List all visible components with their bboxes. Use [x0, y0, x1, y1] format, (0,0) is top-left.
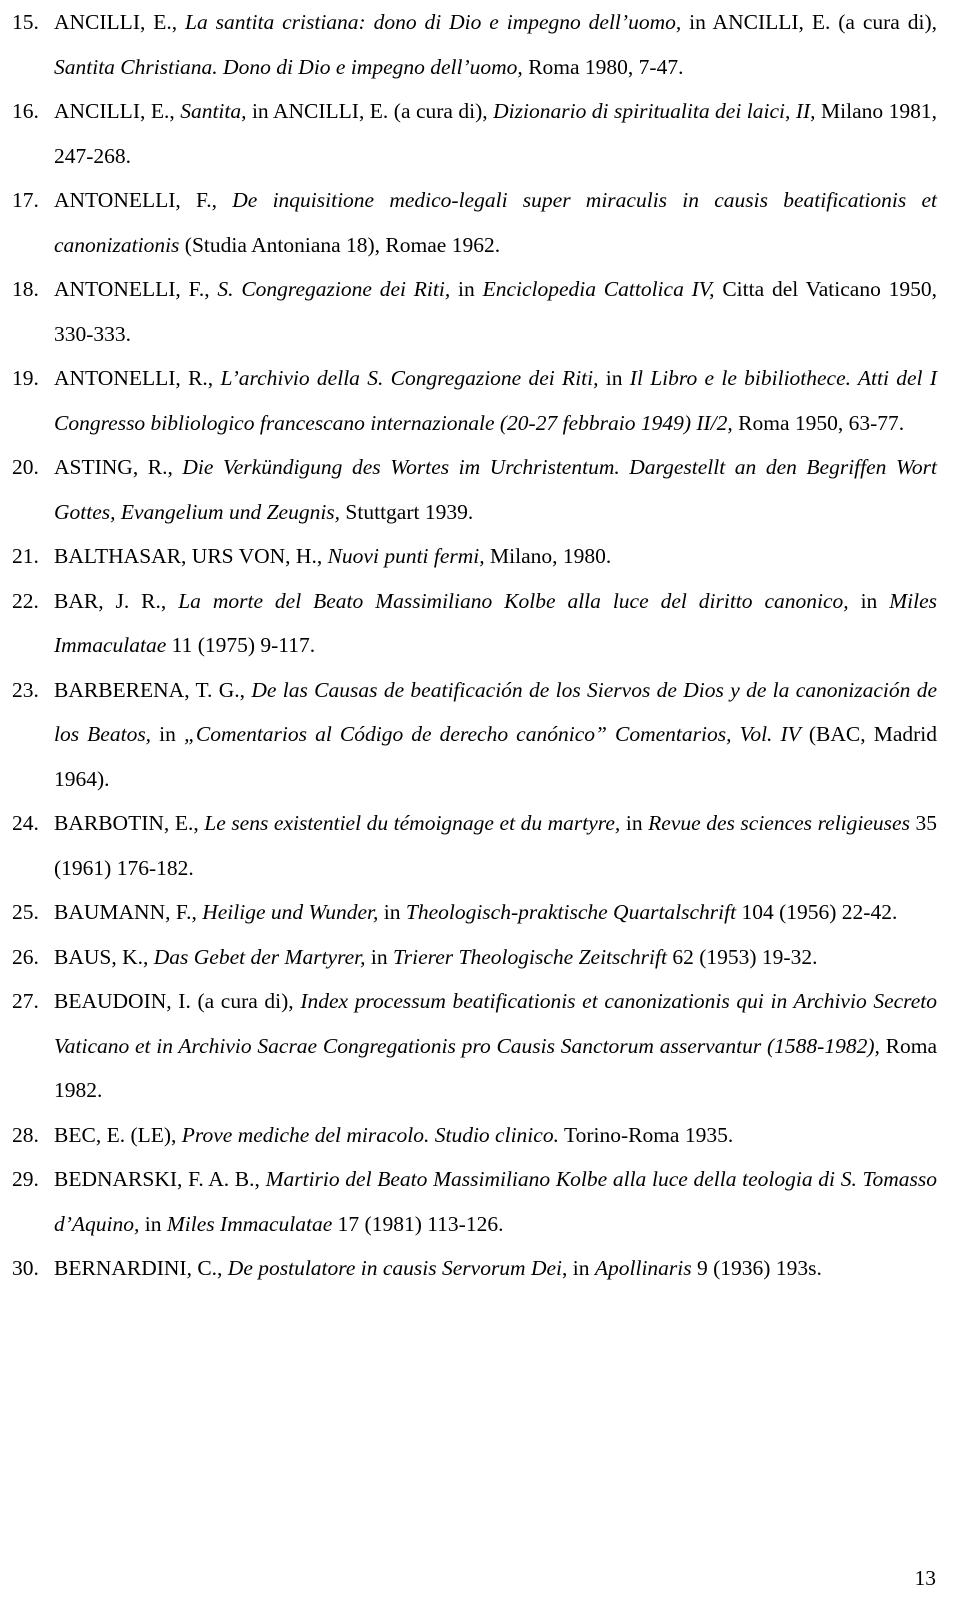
bibliography-entry	[12, 445, 937, 534]
entry-text: in	[365, 944, 394, 969]
entry-title-italic: Apollinaris	[594, 1256, 692, 1280]
entry-title-italic: Theologisch-praktische Quartalschrift	[405, 900, 737, 924]
entry-title-italic: La santita cristiana: dono di Dio e impegno dell’uomo,	[185, 10, 682, 34]
bibliography-entry	[12, 534, 937, 579]
entry-text: Torino-Roma 1935.	[558, 1122, 734, 1147]
entry-text: BARBERENA, T. G.,	[54, 677, 252, 702]
entry-title-italic: Nuovi punti fermi,	[327, 544, 485, 568]
entry-text: BEAUDOIN, I. (a cura di),	[54, 989, 301, 1013]
entry-number: 22.	[12, 588, 39, 613]
entry-number: 25.	[12, 900, 39, 924]
entry-text: Citta del Vaticano 1950, 330-333.	[54, 277, 938, 346]
bibliography-entry	[12, 668, 937, 802]
entry-number: 23.	[12, 677, 39, 702]
page-number: 13	[914, 1566, 936, 1590]
entry-text: in	[151, 722, 184, 746]
entry-title-italic: S. Congregazione dei Riti,	[217, 277, 451, 301]
entry-text: ANCILLI, E.,	[54, 99, 181, 123]
entry-title-italic: Dizionario di spiritualita dei laici, II,	[493, 99, 816, 123]
entry-text: Milano 1981, 247-268.	[54, 99, 937, 168]
entry-number: 18.	[12, 277, 39, 301]
entry-text: (BAC, Madrid 1964).	[54, 722, 937, 791]
entry-text: BAUS, K.,	[54, 944, 154, 969]
bibliography-entry	[12, 801, 937, 890]
entry-title-italic: Die Verkündigung des Wortes im Urchristentum. Dargestellt an den Begriffen Wort Gottes, Evangelium und Zeugnis,	[54, 455, 937, 524]
entry-number: 17.	[12, 188, 39, 212]
entry-text: Stuttgart 1939.	[340, 499, 474, 524]
bibliography-entry	[12, 1246, 937, 1291]
entry-title-italic: Il Libro e le bibiliothece. Atti del I Congresso bibliologico francescano internazionale (20-27 febbraio 1949) II/2,	[54, 366, 937, 435]
entry-text: in ANCILLI, E. (a cura di),	[681, 10, 937, 34]
entry-title-italic: „Comentarios al Código de derecho canónico” Comentarios, Vol. IV	[183, 722, 801, 746]
entry-number: 19.	[12, 366, 39, 390]
entry-title-italic: Martirio del Beato Massimiliano Kolbe alla luce della teologia di S. Tomasso d’Aquino,	[54, 1167, 937, 1236]
entry-text: in	[450, 277, 483, 301]
entry-number: 28.	[12, 1122, 39, 1147]
bibliography-entry	[12, 890, 937, 935]
entry-number: 20.	[12, 455, 39, 479]
bibliography-entry	[12, 267, 937, 356]
entry-title-italic: De postulatore in causis Servorum Dei	[227, 1256, 563, 1280]
entry-text: Roma 1950, 63-77.	[732, 410, 905, 435]
entry-text: ASTING, R.,	[54, 455, 183, 479]
entry-title-italic: Le sens existentiel du témoignage et du martyre,	[204, 811, 621, 835]
entry-number: 26.	[12, 944, 39, 969]
entry-text: , in	[562, 1256, 595, 1280]
entry-number: 29.	[12, 1167, 39, 1191]
entry-text: in	[848, 588, 890, 613]
bibliography-entry	[12, 178, 937, 267]
entry-text: 17 (1981) 113-126.	[332, 1211, 504, 1236]
entry-text: BARBOTIN, E.,	[54, 811, 205, 835]
entry-text: in ANCILLI, E. (a cura di),	[246, 99, 494, 123]
entry-text: BAR, J. R.,	[54, 588, 179, 613]
entry-title-italic: Miles Immaculatae	[54, 588, 937, 657]
entry-text: 35 (1961) 176-182.	[54, 811, 938, 880]
bibliography-list	[12, 0, 937, 1291]
entry-text: 104 (1956) 22-42.	[736, 900, 898, 924]
entry-number: 27.	[12, 989, 39, 1013]
entry-text: BERNARDINI, C.,	[54, 1256, 228, 1280]
entry-text: BEDNARSKI, F. A. B.,	[54, 1167, 266, 1191]
entry-text: ANTONELLI, F.,	[54, 277, 218, 301]
entry-title-italic: De inquisitione medico-legali super miraculis in causis beatificationis et canonizationis	[54, 188, 938, 257]
entry-text: Roma 1980, 7-47.	[522, 54, 684, 79]
entry-title-italic: Heilige und Wunder,	[202, 900, 379, 924]
bibliography-entry	[12, 89, 937, 178]
entry-text: Roma 1982.	[54, 1033, 937, 1102]
bibliography-entry	[12, 0, 937, 89]
entry-title-italic: Das Gebet der Martyrer,	[153, 944, 366, 969]
entry-text: BEC, E. (LE),	[54, 1122, 182, 1147]
entry-text: BAUMANN, F.,	[54, 900, 203, 924]
entry-title-italic: Trierer Theologische Zeitschrift	[393, 944, 667, 969]
entry-title-italic: Miles Immaculatae	[166, 1211, 333, 1236]
entry-title-italic: De las Causas de beatificación de los Siervos de Dios y de la canonización de los Beatos,	[54, 677, 937, 746]
bibliography-entry	[12, 979, 937, 1113]
entry-number: 30.	[12, 1256, 39, 1280]
entry-text: in	[598, 366, 630, 390]
entry-text: in	[378, 900, 406, 924]
entry-title-italic: L’archivio della S. Congregazione dei Riti,	[220, 366, 599, 390]
entry-text: in	[620, 811, 649, 835]
bibliography-entry	[12, 356, 937, 445]
entry-title-italic: Santita,	[180, 99, 247, 123]
entry-title-italic: Revue des sciences religieuses	[648, 811, 910, 835]
entry-title-italic: La morte del Beato Massimiliano Kolbe alla luce del diritto canonico,	[178, 588, 849, 613]
entry-title-italic: Enciclopedia Cattolica IV,	[482, 277, 715, 301]
entry-number: 15.	[12, 10, 39, 34]
entry-text: BALTHASAR, URS VON, H.,	[54, 544, 328, 568]
entry-text: ANTONELLI, F.,	[54, 188, 233, 212]
bibliography-entry	[12, 579, 937, 668]
entry-number: 21.	[12, 544, 39, 568]
entry-text: 9 (1936) 193s.	[691, 1256, 822, 1280]
entry-text: in	[139, 1211, 167, 1236]
bibliography-entry	[12, 1113, 937, 1158]
entry-number: 16.	[12, 99, 39, 123]
entry-text: ANCILLI, E.,	[54, 10, 186, 34]
entry-text: (Studia Antoniana 18), Romae 1962.	[179, 232, 501, 257]
entry-text: Milano, 1980.	[484, 544, 612, 568]
entry-text: ANTONELLI, R.,	[54, 366, 221, 390]
entry-title-italic: Prove mediche del miracolo. Studio clinico.	[181, 1122, 559, 1147]
entry-text: 62 (1953) 19-32.	[666, 944, 818, 969]
entry-text: 11 (1975) 9-117.	[166, 633, 316, 657]
entry-number: 24.	[12, 811, 39, 835]
entry-title-italic: Index processum beatificationis et canonizationis qui in Archivio Secreto Vaticano et in Archivio Sacrae Congregationis pro Causis Sanctorum asservantur (1588-1982),	[54, 989, 938, 1058]
bibliography-entry	[12, 935, 937, 980]
bibliography-entry	[12, 1157, 937, 1246]
entry-title-italic: Santita Christiana. Dono di Dio e impegno dell’uomo,	[54, 54, 523, 79]
